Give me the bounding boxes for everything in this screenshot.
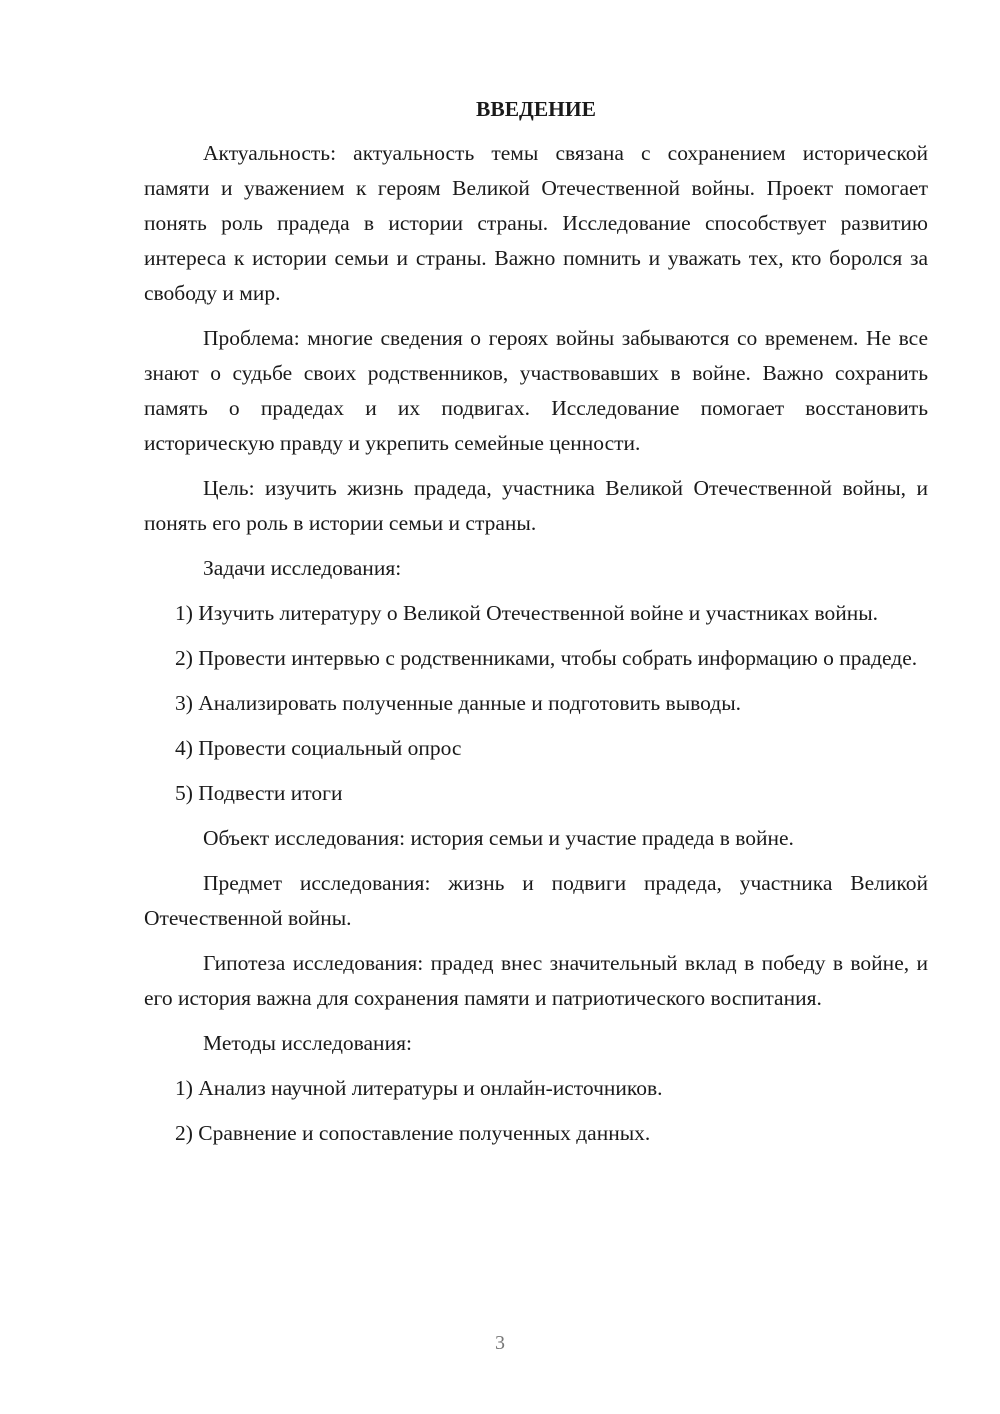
goal-paragraph: Цель: изучить жизнь прадеда, участника Великой Отечественной войны, и понять его роль в истории семьи и страны. bbox=[144, 476, 928, 535]
task-item: 1) Изучить литературу о Великой Отечественной войне и участниках войны. bbox=[175, 601, 879, 625]
hypothesis-paragraph: Гипотеза исследования: прадед внес значительный вклад в победу в войне, и его история важна для сохранения памяти и патриотического воспитания. bbox=[144, 951, 928, 1010]
object-paragraph: Объект исследования: история семьи и участие прадеда в войне. bbox=[203, 826, 794, 850]
section-title: ВВЕДЕНИЕ bbox=[476, 97, 596, 121]
task-item: 4) Провести социальный опрос bbox=[175, 736, 462, 760]
relevance-paragraph: Актуальность: актуальность темы связана с сохранением исторической памяти и уважением к героям Великой Отечественной войны. Проект помогает понять роль прадеда в истории страны. Исследование способствует развитию интереса к истории семьи и страны. Важно помнить и уважать тех, кто боролся за свободу и мир. bbox=[144, 141, 928, 305]
method-item: 2) Сравнение и сопоставление полученных данных. bbox=[175, 1121, 651, 1145]
method-item: 1) Анализ научной литературы и онлайн-источников. bbox=[175, 1076, 663, 1100]
task-item: 2) Провести интервью с родственниками, чтобы собрать информацию о прадеде. bbox=[175, 646, 918, 670]
subject-paragraph: Предмет исследования: жизнь и подвиги прадеда, участника Великой Отечественной войны. bbox=[144, 871, 928, 930]
document-page bbox=[144, 92, 928, 1161]
methods-heading: Методы исследования: bbox=[203, 1031, 412, 1055]
problem-paragraph: Проблема: многие сведения о героях войны забываются со временем. Не все знают о судьбе своих родственников, участвовавших в войне. Важно сохранить память о прадедах и их подвигах. Исследование помогает восстановить историческую правду и укрепить семейные ценности. bbox=[144, 326, 928, 455]
task-item: 3) Анализировать полученные данные и подготовить выводы. bbox=[175, 691, 742, 715]
page-number: 3 bbox=[495, 1332, 505, 1354]
tasks-heading: Задачи исследования: bbox=[203, 556, 402, 580]
task-item: 5) Подвести итоги bbox=[175, 781, 343, 805]
